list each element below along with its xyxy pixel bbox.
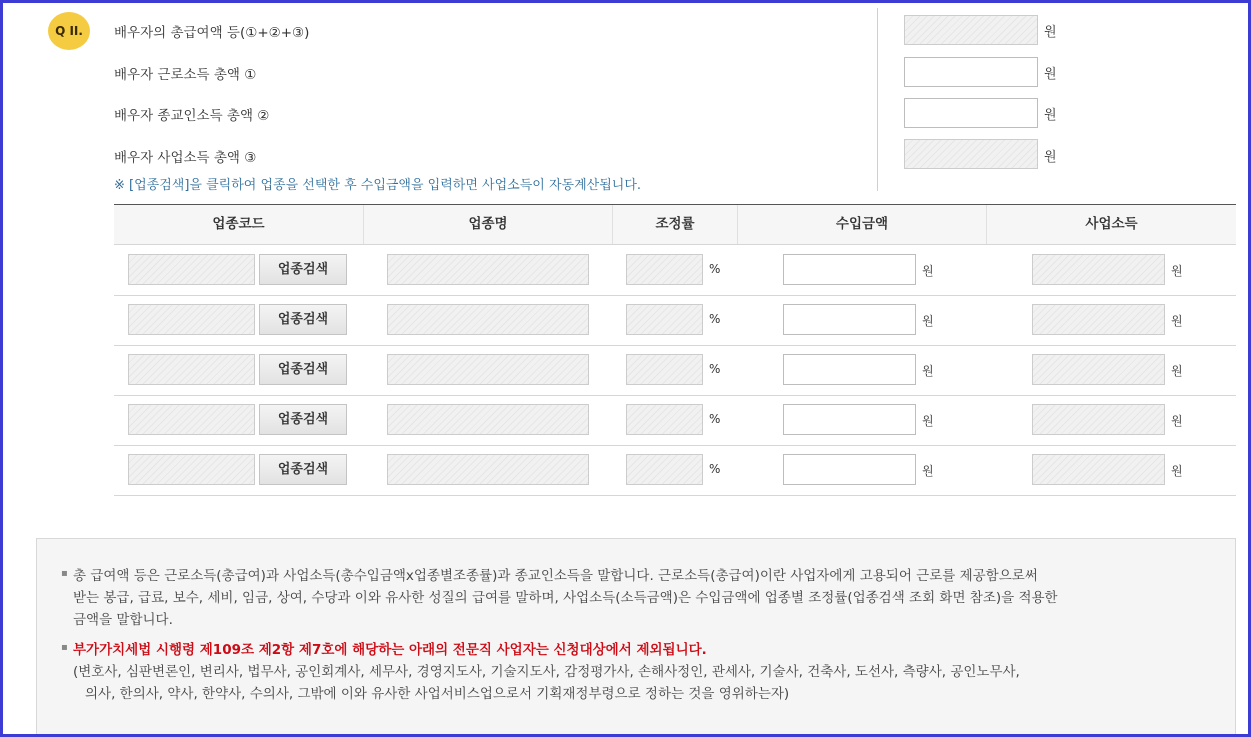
won-unit: 원 [922,314,934,328]
spouse-earned-income-unit: 원 [1044,67,1057,82]
table-row [114,395,1236,446]
table-row [114,295,1236,346]
percent-unit: % [709,362,721,376]
table-header [114,205,1236,245]
profession-list-line: 의사, 한의사, 약사, 한약사, 수의사, 그밖에 이와 유사한 사업서비스업으로서 기획재정부령으로 정하는 것을 영위하는자) [85,686,790,702]
header-business-income: 사업소득 [1085,216,1138,232]
auto-calc-notice: ※ [업종검색]을 클릭하여 업종을 선택한 후 수입금액을 입력하면 사업소득이 자동계산됩니다. [114,178,642,193]
table-row [114,445,1236,496]
won-unit: 원 [922,464,934,478]
spouse-business-income-unit: 원 [1044,150,1057,165]
bullet-icon: ▪ [61,642,68,653]
industry-code-field [128,454,255,485]
industry-code-field [128,404,255,435]
industry-name-field [387,454,589,485]
spouse-business-income-field [904,139,1038,169]
spouse-total-unit: 원 [1044,25,1057,40]
spouse-religious-income-input[interactable] [904,98,1038,128]
won-unit: 원 [1171,314,1183,328]
industry-code-field [128,254,255,285]
spouse-total-label: 배우자의 총급여액 등(①+②+③) [114,25,310,41]
revenue-input[interactable] [783,354,916,385]
industry-name-field [387,304,589,335]
industry-code-field [128,304,255,335]
adjust-rate-field [626,354,703,385]
spouse-earned-income-input[interactable] [904,57,1038,87]
business-income-field [1032,304,1165,335]
won-unit: 원 [922,364,934,378]
header-industry-code: 업종코드 [212,216,265,232]
profession-list-line: (변호사, 심판변론인, 변리사, 법무사, 공인회계사, 세무사, 경영지도사, 기술지도사, 감정평가사, 손해사정인, 관세사, 기술사, 건축사, 도선사, 측량사, 공인노무사, [73,664,1020,680]
section-badge: Q II. [48,12,90,50]
business-income-field [1032,254,1165,285]
industry-code-field [128,354,255,385]
industry-search-button[interactable]: 업종검색 [259,254,347,285]
revenue-input[interactable] [783,454,916,485]
won-unit: 원 [922,414,934,428]
header-adjust-rate: 조정률 [655,216,695,232]
won-unit: 원 [1171,264,1183,278]
adjust-rate-field [626,454,703,485]
percent-unit: % [709,312,721,326]
revenue-input[interactable] [783,254,916,285]
business-income-field [1032,354,1165,385]
won-unit: 원 [1171,364,1183,378]
spouse-religious-income-unit: 원 [1044,108,1057,123]
table-row [114,245,1236,296]
bullet-icon: ▪ [61,568,68,579]
table-row [114,345,1236,396]
info-text-line: 받는 봉급, 급료, 보수, 세비, 임금, 상여, 수당과 이와 유사한 성질의 급여를 말하며, 사업소득(소득금액)은 수입금액에 업종별 조정률(업종검색 조회 화면 참조)을 적용한 [73,590,1058,606]
info-box [36,538,1236,737]
adjust-rate-field [626,404,703,435]
adjust-rate-field [626,254,703,285]
percent-unit: % [709,412,721,426]
business-income-field [1032,454,1165,485]
adjust-rate-field [626,304,703,335]
business-income-field [1032,404,1165,435]
won-unit: 원 [1171,414,1183,428]
industry-search-button[interactable]: 업종검색 [259,404,347,435]
industry-name-field [387,354,589,385]
info-text-line: 총 급여액 등은 근로소득(총급여)과 사업소득(총수입금액x업종별조종률)과 종교인소득을 말합니다. 근로소득(총급여)이란 사업자에게 고용되어 근로를 제공함으로써 [73,568,1038,584]
spouse-total-field [904,15,1038,45]
won-unit: 원 [922,264,934,278]
industry-name-field [387,254,589,285]
exclusion-warning: 부가가치세법 시행령 제109조 제2항 제7호에 해당하는 아래의 전문직 사업자는 신청대상에서 제외됩니다. [73,642,707,658]
info-text-line: 금액을 말합니다. [73,612,173,628]
spouse-earned-income-label: 배우자 근로소득 총액 ① [114,67,257,83]
header-revenue: 수입금액 [835,216,889,232]
industry-search-button[interactable]: 업종검색 [259,304,347,335]
header-industry-name: 업종명 [468,216,508,232]
industry-search-button[interactable]: 업종검색 [259,354,347,385]
spouse-business-income-label: 배우자 사업소득 총액 ③ [114,150,257,166]
column-divider [877,8,878,191]
won-unit: 원 [1171,464,1183,478]
industry-search-button[interactable]: 업종검색 [259,454,347,485]
revenue-input[interactable] [783,404,916,435]
percent-unit: % [709,262,721,276]
revenue-input[interactable] [783,304,916,335]
industry-name-field [387,404,589,435]
percent-unit: % [709,462,721,476]
spouse-religious-income-label: 배우자 종교인소득 총액 ② [114,108,270,124]
